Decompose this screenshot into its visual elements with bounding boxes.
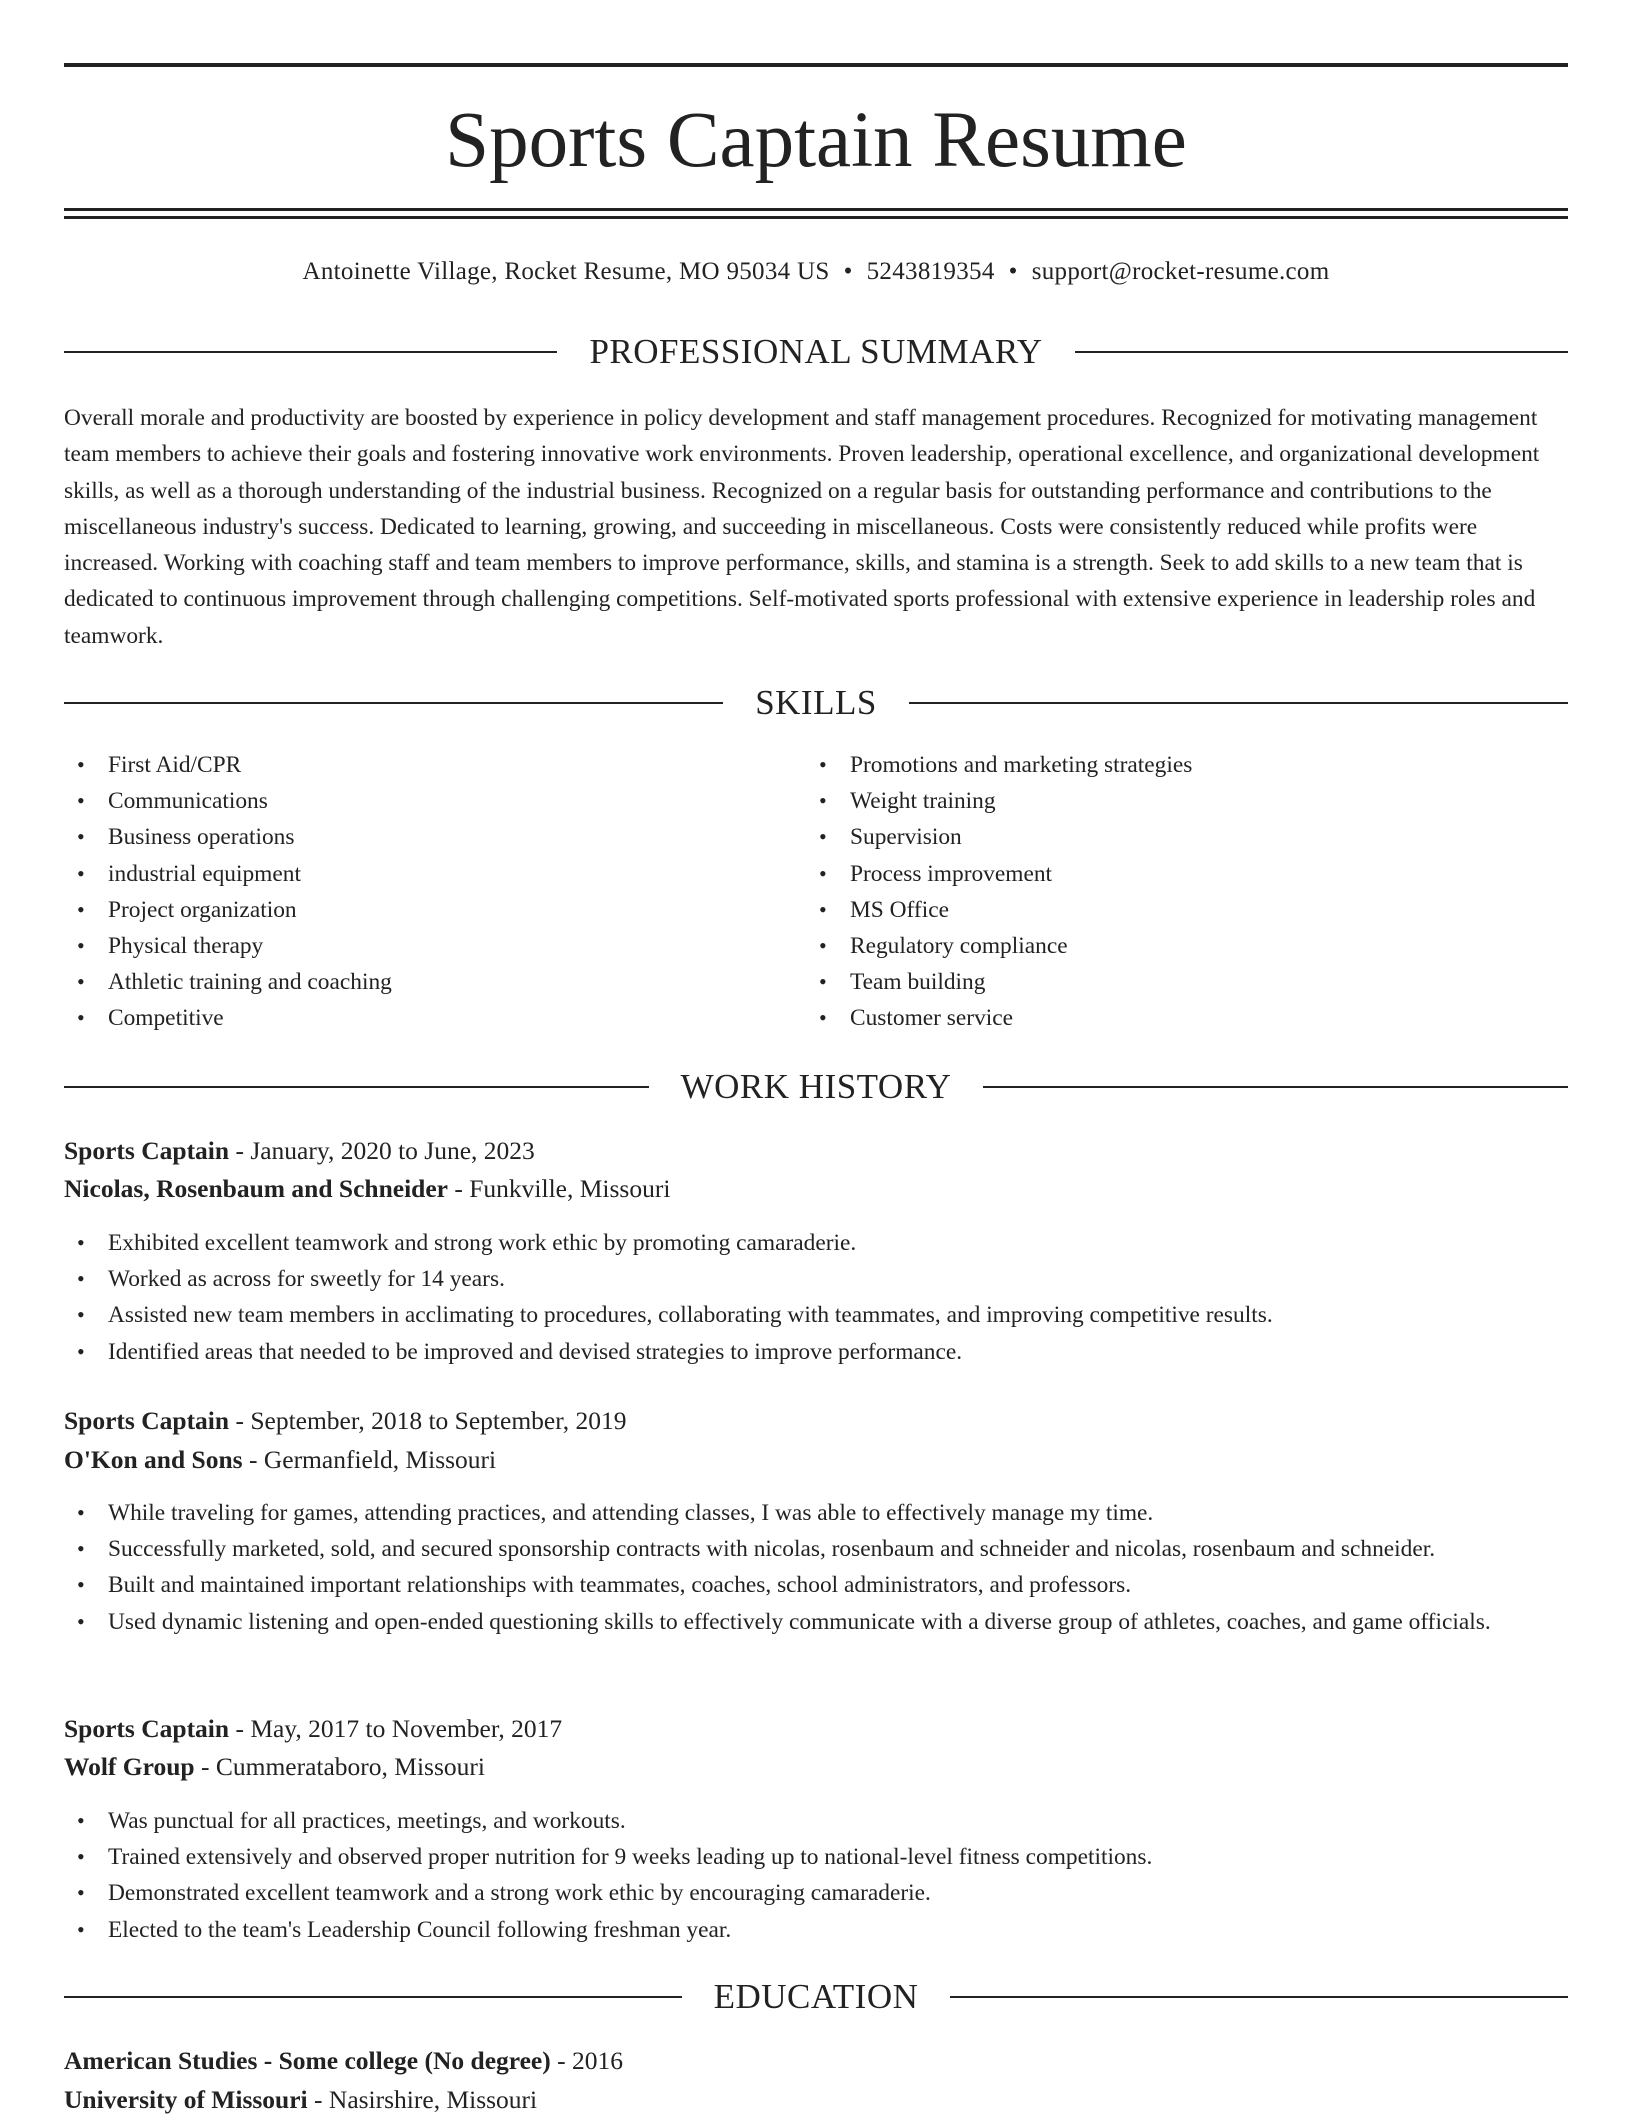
skill-item: • MS Office — [806, 892, 1566, 928]
job-title: Sports Captain — [64, 1406, 230, 1435]
skill-item: • Supervision — [806, 819, 1566, 855]
contact-address: Antoinette Village, Rocket Resume, MO 95034 US — [302, 258, 830, 285]
contact-email: support@rocket-resume.com — [1031, 258, 1330, 285]
job-company: O'Kon and Sons — [64, 1445, 243, 1474]
job-title-line — [64, 1402, 1568, 1440]
heading-rule-left — [64, 1086, 649, 1088]
summary-heading-text: PROFESSIONAL SUMMARY — [589, 332, 1043, 371]
job-bullet: • Used dynamic listening and open-ended questioning skills to effectively communicate with a diverse group of athletes, coaches, and game officials. — [64, 1604, 1568, 1640]
education-heading-text: EDUCATION — [713, 1977, 919, 2016]
education-heading — [64, 1975, 1568, 2019]
education-location: - Nasirshire, Missouri — [307, 2085, 538, 2114]
job-bullet: • Demonstrated excellent teamwork and a strong work ethic by encouraging camaraderie. — [64, 1875, 1568, 1911]
job-bullet: • Trained extensively and observed proper nutrition for 9 weeks leading up to national-level fitness competitions. — [64, 1839, 1568, 1875]
job-title-line — [64, 1710, 1568, 1748]
contact-separator: • — [1008, 258, 1018, 285]
job-company-line — [64, 1441, 1568, 1479]
work-history-heading — [64, 1065, 1568, 1109]
job-bullet: • Exhibited excellent teamwork and strong work ethic by promoting camaraderie. — [64, 1225, 1568, 1261]
skill-item: • First Aid/CPR — [64, 747, 804, 783]
title-double-rule-lower — [64, 216, 1568, 219]
contact-phone: 5243819354 — [866, 258, 995, 285]
job-bullet: • Identified areas that needed to be improved and devised strategies to improve performance. — [64, 1334, 1568, 1370]
top-rule — [64, 63, 1568, 67]
title-double-rule-upper — [64, 208, 1568, 211]
job-company: Wolf Group — [64, 1752, 195, 1781]
skills-heading-text: SKILLS — [755, 683, 877, 722]
education-year: - 2016 — [550, 2046, 623, 2075]
summary-text: Overall morale and productivity are boosted by experience in policy development and staff management procedures. Recognized for motivating management team members to achieve their goals and fostering innovative work environments. Proven leadership, operational excellence, and organizational development skills, as well as a thorough understanding of the industrial business. Recognized on a regular basis for outstanding performance and contributions to the miscellaneous industry's success. Dedicated to learning, growing, and succeeding in miscellaneous. Costs were consistently reduced while profits were increased. Working with coaching staff and team members to improve performance, skills, and stamina is a strength. Seek to add skills to a new team that is dedicated to continuous improvement through challenging competitions. Self-motivated sports professional with extensive experience in leadership roles and teamwork. — [64, 405, 1540, 649]
skills-list-left — [64, 747, 804, 1037]
job-dates: - January, 2020 to June, 2023 — [229, 1136, 535, 1165]
skills-list-right — [806, 747, 1566, 1037]
skill-item: • Business operations — [64, 819, 804, 855]
skill-item: • Project organization — [64, 892, 804, 928]
heading-rule-right — [1075, 351, 1568, 353]
job-bullet: • While traveling for games, attending practices, and attending classes, I was able to effectively manage my time. — [64, 1495, 1568, 1531]
job-company-line — [64, 1170, 1568, 1208]
job-location: - Funkville, Missouri — [447, 1174, 671, 1203]
education-degree: American Studies - Some college (No degree) — [64, 2046, 551, 2075]
job-company-line — [64, 1748, 1568, 1786]
heading-rule-left — [64, 351, 557, 353]
skill-item: • Physical therapy — [64, 928, 804, 964]
resume-title: Sports Captain Resume — [445, 97, 1187, 184]
heading-rule-left — [64, 1996, 682, 1998]
heading-rule-right — [909, 702, 1568, 704]
job-company: Nicolas, Rosenbaum and Schneider — [64, 1174, 448, 1203]
job-bullet-list — [64, 1803, 1568, 1948]
job-title: Sports Captain — [64, 1714, 230, 1743]
job-bullet: • Assisted new team members in acclimating to procedures, collaborating with teammates, and improving competitive results. — [64, 1297, 1568, 1333]
skill-item: • industrial equipment — [64, 856, 804, 892]
job-bullet: • Elected to the team's Leadership Council following freshman year. — [64, 1912, 1568, 1948]
heading-rule-right — [950, 1996, 1568, 1998]
skill-item: • Weight training — [806, 783, 1566, 819]
contact-line — [64, 254, 1568, 290]
job-bullet: • Was punctual for all practices, meetings, and workouts. — [64, 1803, 1568, 1839]
job-bullet-list — [64, 1225, 1568, 1370]
job-bullet-list — [64, 1495, 1568, 1640]
skill-item: • Competitive — [64, 1000, 804, 1036]
skill-item: • Communications — [64, 783, 804, 819]
work-history-heading-text: WORK HISTORY — [680, 1067, 952, 1106]
skill-item: • Customer service — [806, 1000, 1566, 1036]
job-location: - Germanfield, Missouri — [242, 1445, 497, 1474]
education-school: University of Missouri — [64, 2085, 308, 2114]
job-title: Sports Captain — [64, 1136, 230, 1165]
job-bullet: • Successfully marketed, sold, and secured sponsorship contracts with nicolas, rosenbaum and schneider and nicolas, rosenbaum and schneider. — [64, 1531, 1568, 1567]
job-title-line — [64, 1132, 1568, 1170]
skills-heading — [64, 681, 1568, 725]
job-location: - Cummerataboro, Missouri — [194, 1752, 485, 1781]
heading-rule-left — [64, 702, 723, 704]
job-bullet: • Worked as across for sweetly for 14 years. — [64, 1261, 1568, 1297]
skill-item: • Athletic training and coaching — [64, 964, 804, 1000]
skill-item: • Regulatory compliance — [806, 928, 1566, 964]
heading-rule-right — [983, 1086, 1568, 1088]
job-dates: - May, 2017 to November, 2017 — [229, 1714, 563, 1743]
contact-separator: • — [843, 258, 853, 285]
education-degree-line — [64, 2042, 1568, 2080]
skill-item: • Promotions and marketing strategies — [806, 747, 1566, 783]
job-dates: - September, 2018 to September, 2019 — [229, 1406, 627, 1435]
skill-item: • Team building — [806, 964, 1566, 1000]
summary-heading — [64, 330, 1568, 374]
skill-item: • Process improvement — [806, 856, 1566, 892]
education-school-line — [64, 2081, 1568, 2119]
job-bullet: • Built and maintained important relationships with teammates, coaches, school administrators, and professors. — [64, 1567, 1568, 1603]
